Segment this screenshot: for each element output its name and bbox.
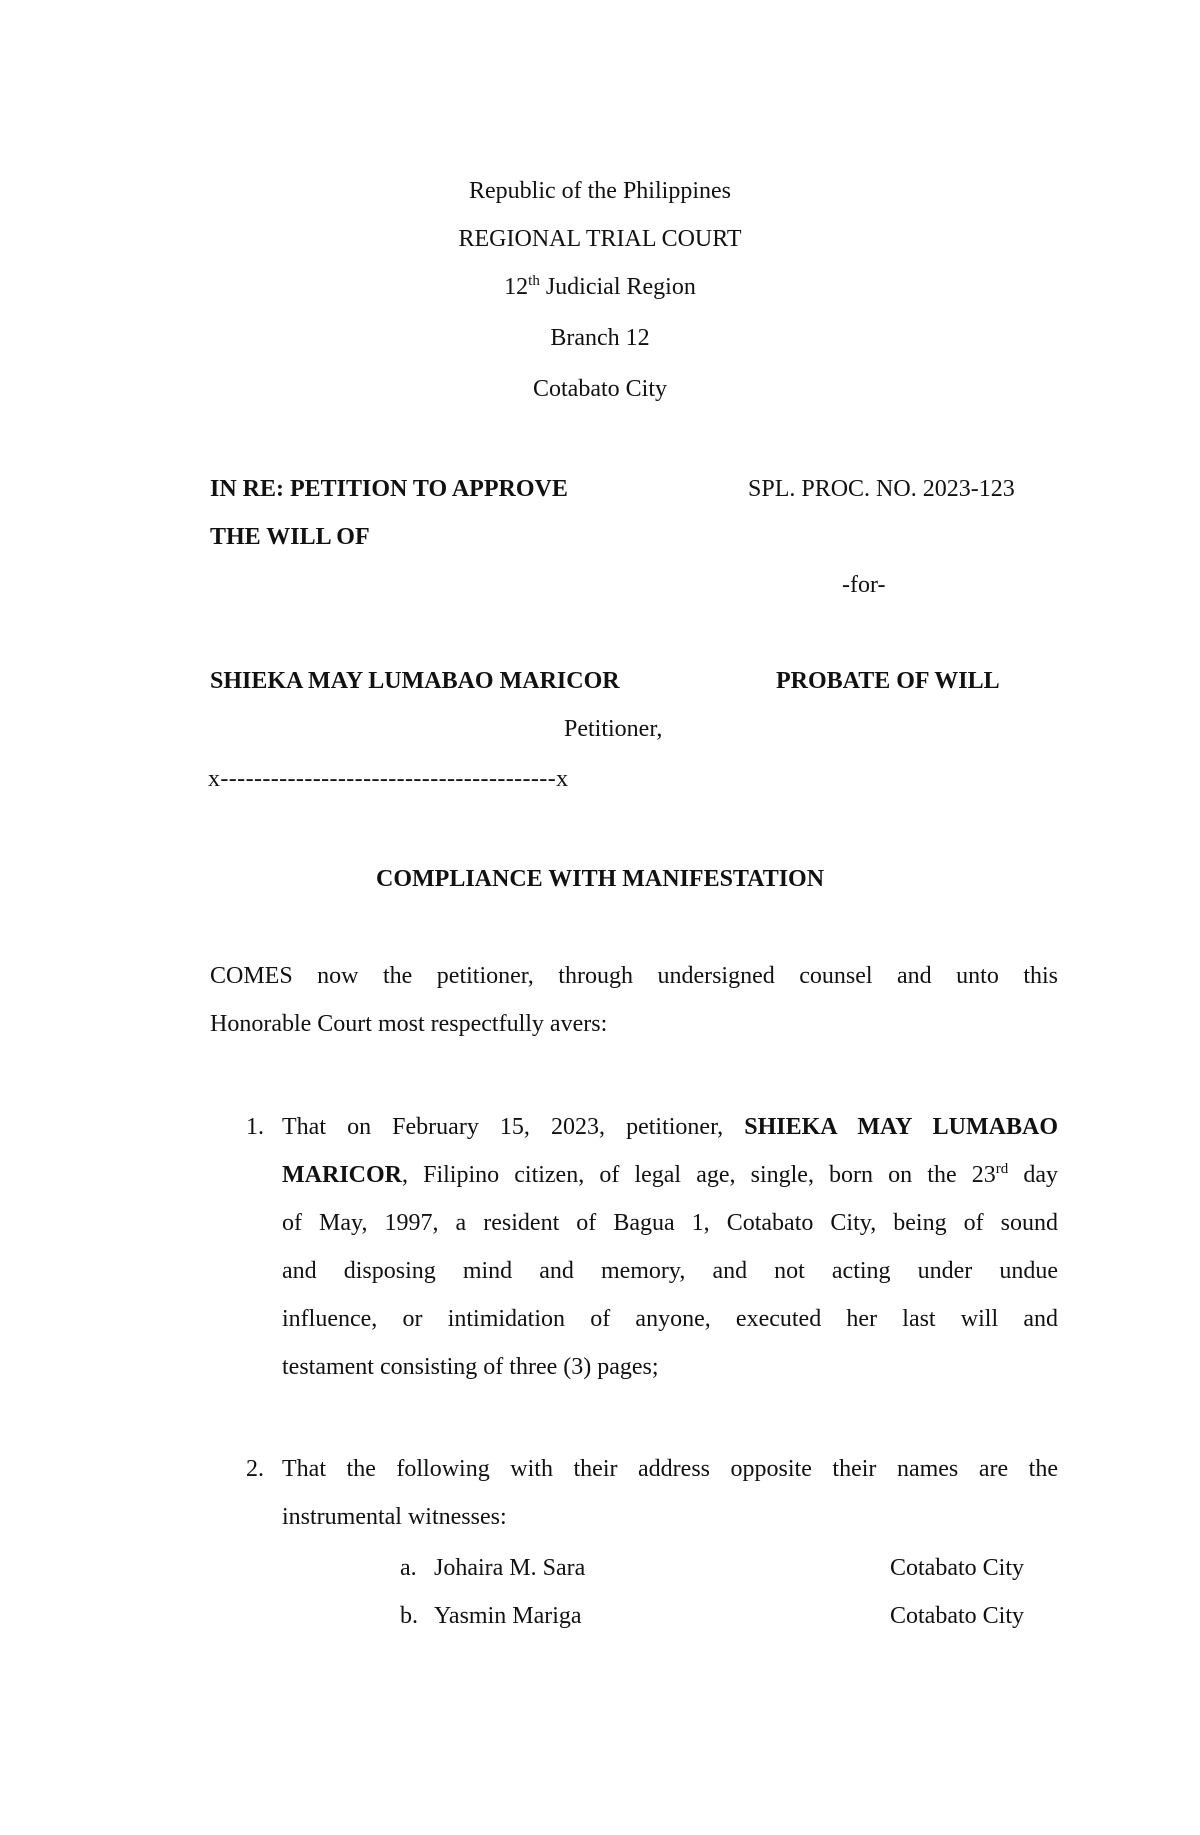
item-1-number: 1. bbox=[246, 1114, 264, 1140]
item-1-line-2-end: day bbox=[1008, 1162, 1059, 1188]
header-branch: Branch 12 bbox=[550, 325, 650, 351]
header-city: Cotabato City bbox=[533, 376, 667, 402]
witness-a-address: Cotabato City bbox=[890, 1555, 1024, 1581]
region-number: 12 bbox=[504, 274, 529, 300]
petitioner-name: SHIEKA MAY LUMABAO MARICOR bbox=[210, 668, 620, 694]
region-text: Judicial Region bbox=[539, 274, 696, 300]
witness-b-letter: b. bbox=[400, 1603, 418, 1629]
document-title: COMPLIANCE WITH MANIFESTATION bbox=[376, 866, 825, 892]
for-label: -for- bbox=[842, 572, 886, 598]
item-1-petitioner-surname: MARICOR bbox=[282, 1162, 402, 1188]
in-re-line-2: THE WILL OF bbox=[210, 524, 370, 550]
header-region bbox=[0, 274, 1200, 301]
header-republic: Republic of the Philippines bbox=[469, 178, 731, 204]
witness-a-letter: a. bbox=[400, 1555, 417, 1581]
petitioner-label: Petitioner, bbox=[564, 716, 663, 742]
item-1-line-6: testament consisting of three (3) pages; bbox=[282, 1354, 659, 1380]
in-re-line-1: IN RE: PETITION TO APPROVE bbox=[210, 476, 568, 502]
item-1-line-4: and disposing mind and memory, and not acting under undue bbox=[282, 1258, 1058, 1284]
item-2-number: 2. bbox=[246, 1456, 264, 1482]
item-1-line-5: influence, or intimidation of anyone, executed her last will and bbox=[282, 1306, 1058, 1332]
region-suffix: th bbox=[528, 273, 540, 289]
item-1-line-3: of May, 1997, a resident of Bagua 1, Cotabato City, being of sound bbox=[282, 1210, 1058, 1236]
item-1-day-suffix: rd bbox=[995, 1161, 1009, 1177]
item-2-line-2: instrumental witnesses: bbox=[282, 1504, 507, 1530]
case-number: SPL. PROC. NO. 2023-123 bbox=[748, 476, 1015, 502]
item-1-line-1 bbox=[282, 1114, 1058, 1141]
witness-b-address: Cotabato City bbox=[890, 1603, 1024, 1629]
header-court: REGIONAL TRIAL COURT bbox=[458, 226, 742, 252]
intro-line-1: COMES now the petitioner, through undersigned counsel and unto this bbox=[210, 963, 1058, 989]
item-1-line-1-text: That on February 15, 2023, petitioner, bbox=[282, 1114, 745, 1140]
item-1-line-2-text: , Filipino citizen, of legal age, single, born on the 23 bbox=[402, 1162, 996, 1188]
witness-b-name: Yasmin Mariga bbox=[434, 1603, 582, 1629]
caption-separator: x----------------------------------------x bbox=[208, 766, 569, 792]
intro-line-2: Honorable Court most respectfully avers: bbox=[210, 1011, 608, 1037]
item-2-line-1: That the following with their address opposite their names are the bbox=[282, 1456, 1058, 1482]
item-1-line-2 bbox=[282, 1162, 1058, 1189]
witness-a-name: Johaira M. Sara bbox=[434, 1555, 586, 1581]
item-1-petitioner-name: SHIEKA MAY LUMABAO bbox=[744, 1114, 1059, 1140]
case-nature: PROBATE OF WILL bbox=[776, 668, 1000, 694]
